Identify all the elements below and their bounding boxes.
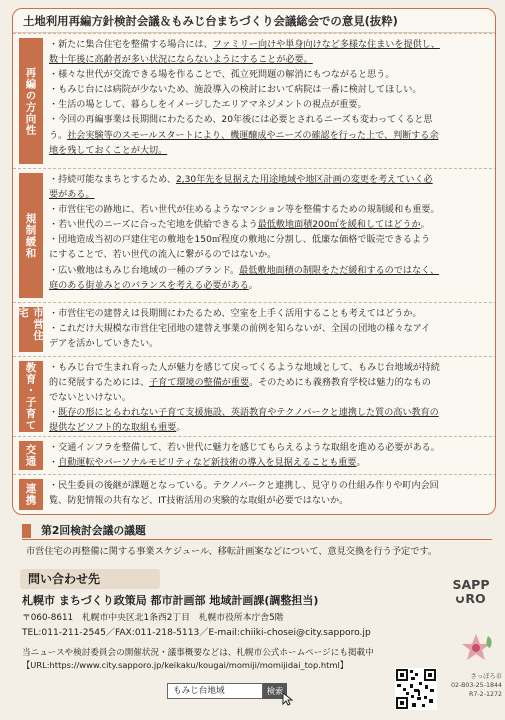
category-items — [49, 441, 489, 471]
opinion-line — [49, 83, 489, 98]
category-label: 交通 — [19, 441, 43, 470]
doc-version: R7-2-1272 — [469, 691, 502, 698]
category-label: 規制緩和 — [19, 173, 43, 298]
opinion-text: 覧、防犯情報の共有など、IT技術活用の実験的な取組が必要ではないか。 — [49, 496, 349, 507]
qr-code-icon — [395, 668, 437, 710]
sapporo-logo — [445, 578, 497, 606]
second-meeting-text: 市営住宅の再整備に関する事業スケジュール、移転計画案などについて、意見交換を行う予定です。 — [26, 546, 438, 557]
opinion-text: ・もみじ台で生まれ育った人が魅力を感じて戻ってくるような地域として、もみじ台地域が持続 — [49, 363, 440, 373]
opinion-line — [49, 248, 489, 263]
opinion-line — [49, 173, 489, 188]
emphasis-text: 提供などソフト的な取組も重要 — [49, 423, 177, 434]
contact-tel: TEL:011-211-2545／FAX:011-218-5113／E-mail:chiiki-chosei@city.sapporo.jp — [22, 628, 371, 638]
opinion-text: ・ — [49, 408, 59, 419]
second-meeting-title: 第2回検討会議の議題 — [41, 524, 146, 537]
emphasis-text: 庭のある街並みとのバランスを考える必要がある — [49, 280, 249, 291]
emphasis-text: 自動運転やパーソナルモビリティなど新技術の導入を見据えることも重要 — [58, 458, 357, 469]
opinion-line — [49, 406, 489, 421]
search-button[interactable]: 検索 — [263, 683, 287, 699]
opinion-text: 。 — [420, 220, 430, 231]
opinion-text: ・広い敷地はもみじ台地域の一種のブランド。 — [49, 265, 240, 276]
emphasis-text: 社会実験等のスモールスタートにより、機運醸成やニーズの確認を行った上で、判断する余 — [67, 130, 439, 141]
opinion-text: 。 — [356, 458, 366, 469]
opinion-text: ・団地造成当初の戸建住宅の敷地を150㎡程度の敷地に分割し、低廉な価格で販売できるよう — [49, 235, 431, 246]
opinion-text: ・ — [49, 458, 59, 469]
opinion-line — [49, 441, 489, 456]
emphasis-text: 既存の形にとらわれない子育て支援施設、英語教育やテクノパークと連携した質の高い教育の — [58, 408, 439, 419]
opinion-line — [49, 456, 489, 471]
category-label: 市営住宅 — [19, 307, 43, 352]
category-items — [49, 173, 489, 294]
opinion-line — [49, 218, 489, 233]
opinion-text: ・交通インフラを整備して、若い世代に魅力を感じてもらえるような取組を進める必要がある。 — [49, 443, 440, 453]
opinion-line — [49, 391, 489, 406]
category-block — [13, 356, 496, 436]
category-items — [49, 479, 489, 509]
opinion-line — [49, 307, 489, 322]
notice-url[interactable]: 【URL:https://www.city.sapporo.jp/keikaku/kougai/momiji/momijidai_top.html】 — [22, 660, 349, 670]
opinion-text: デアを活かしていきたい。 — [49, 339, 159, 350]
logo-line2: RO — [445, 592, 497, 606]
doc-number: 02-B03-25-1844 — [451, 682, 502, 689]
category-block — [13, 474, 496, 514]
opinion-line — [49, 322, 489, 337]
opinion-text: う。 — [49, 130, 68, 141]
opinion-text: ・若い世代のニーズに合った宅地を供給できるよう — [49, 220, 258, 231]
opinion-text: ・新たに集合住宅を整備する場合には、 — [49, 40, 213, 50]
opinion-text: 。 — [176, 423, 186, 434]
opinion-line — [49, 38, 489, 53]
category-block — [13, 168, 496, 302]
emphasis-text: 数十年後に高齢者が多い状況にならないようにすることが必要。 — [49, 55, 313, 66]
opinion-line — [49, 53, 489, 68]
sapporo-mascot-icon — [452, 630, 500, 672]
opinion-text: ・市営住宅の建替えは長期間にわたるため、空室を上手く活用することも考えてはどうか。 — [49, 309, 422, 319]
opinion-text: にすることで、若い世代の流入に繋がるのではないか。 — [49, 250, 277, 261]
emphasis-text: 最低敷地面積200㎡を緩和してはどうか — [257, 220, 421, 231]
opinions-section — [12, 8, 496, 515]
opinion-text: ・これだけ大規模な市営住宅団地の建替え事業の前例を知らないが、全国の団地の様々なアイ — [49, 324, 431, 335]
opinion-line — [49, 188, 489, 203]
cursor-icon — [282, 692, 294, 706]
opinion-text: 。そのためにも義務教育学校は魅力的なもの — [249, 378, 431, 389]
opinion-line — [49, 98, 489, 113]
emphasis-text: 地を残しておくことが大切。 — [49, 145, 168, 156]
search-input[interactable]: もみじ台地域 — [167, 683, 263, 699]
emphasis-text: 子育て環境の整備が重要 — [149, 378, 250, 389]
opinion-text: 的に発展するためには、 — [49, 378, 150, 389]
category-label: 再編の方向性 — [19, 38, 43, 164]
opinion-line — [49, 376, 489, 391]
city-name: さっぽろ市 — [470, 673, 502, 680]
opinion-line — [49, 203, 489, 218]
opinion-line — [49, 113, 489, 128]
logo-line1: SAPP — [452, 577, 490, 592]
opinion-text: ・民生委員の後継が課題となっている。テクノパークと連携し、見守りの仕組み作りや町内会回 — [49, 481, 439, 491]
opinion-text: ・持続可能なまちとするため、 — [49, 175, 176, 185]
emphasis-text: ファミリー向けや単身向けなど多様な住まいを提供し、 — [212, 40, 440, 50]
category-label: 教育・子育て — [19, 361, 43, 432]
category-block — [13, 302, 496, 356]
category-items — [49, 38, 489, 159]
contact-heading: 問い合わせ先 — [20, 569, 160, 589]
opinion-line — [49, 337, 489, 352]
category-block — [13, 436, 496, 474]
opinion-line — [49, 361, 489, 376]
notice-text: 当ニュースや検討委員会の開催状況・議事概要などは、札幌市公式ホームページにも掲載中 — [22, 648, 374, 658]
category-block — [13, 33, 496, 168]
city-info — [437, 672, 502, 699]
opinion-line — [49, 68, 489, 83]
contact-address: 〒060-8611 札幌市中央区北1条西2丁目 札幌市役所本庁舎5階 — [22, 613, 284, 623]
opinion-line — [49, 279, 489, 294]
category-items — [49, 361, 489, 436]
opinion-text: ・様々な世代が交流できる場を作ることで、孤立死問題の解消にもつながると思う。 — [49, 70, 395, 81]
opinion-line — [49, 421, 489, 436]
second-meeting-heading — [22, 520, 492, 540]
contact-org: 札幌市 まちづくり政策局 都市計画部 地域計画課(調整担当) — [22, 594, 319, 607]
opinion-line — [49, 479, 489, 494]
opinion-line — [49, 144, 489, 159]
heading-accent — [22, 524, 31, 538]
opinion-line — [49, 129, 489, 144]
emphasis-text: 2,30年先を見据えた用途地域や地区計画の変更を考えていく必 — [175, 175, 433, 185]
opinion-line — [49, 264, 489, 279]
category-label: 連携 — [19, 479, 43, 510]
opinion-text: ・生活の場として、暮らしをイメージしたエリアマネジメントの視点が重要。 — [49, 100, 367, 111]
emphasis-text: 要がある。 — [49, 190, 95, 201]
search-bar — [167, 683, 295, 699]
opinion-text: ・今回の再編事業は長期間にわたるため、20年後には必要とされるニーズも変わってくると思 — [49, 115, 433, 126]
category-items — [49, 307, 489, 352]
opinion-line — [49, 494, 489, 509]
opinions-title: 土地利用再編方針検討会議＆もみじ台まちづくり会議総会での意見(抜粋) — [13, 9, 495, 33]
opinion-line — [49, 233, 489, 248]
emphasis-text: 最低敷地面積の制限をただ緩和するのではなく、 — [239, 265, 440, 276]
opinion-text: ・もみじ台には病院が少ないため、施設導入の検討において病院は一番に検討してほしい。 — [49, 85, 422, 96]
opinion-text: でないといけない。 — [49, 393, 131, 404]
opinion-text: ・市営住宅の跡地に、若い世代が住めるようなマンション等を整備するための規制緩和も重要。 — [49, 205, 440, 216]
opinion-text: 。 — [248, 280, 258, 291]
